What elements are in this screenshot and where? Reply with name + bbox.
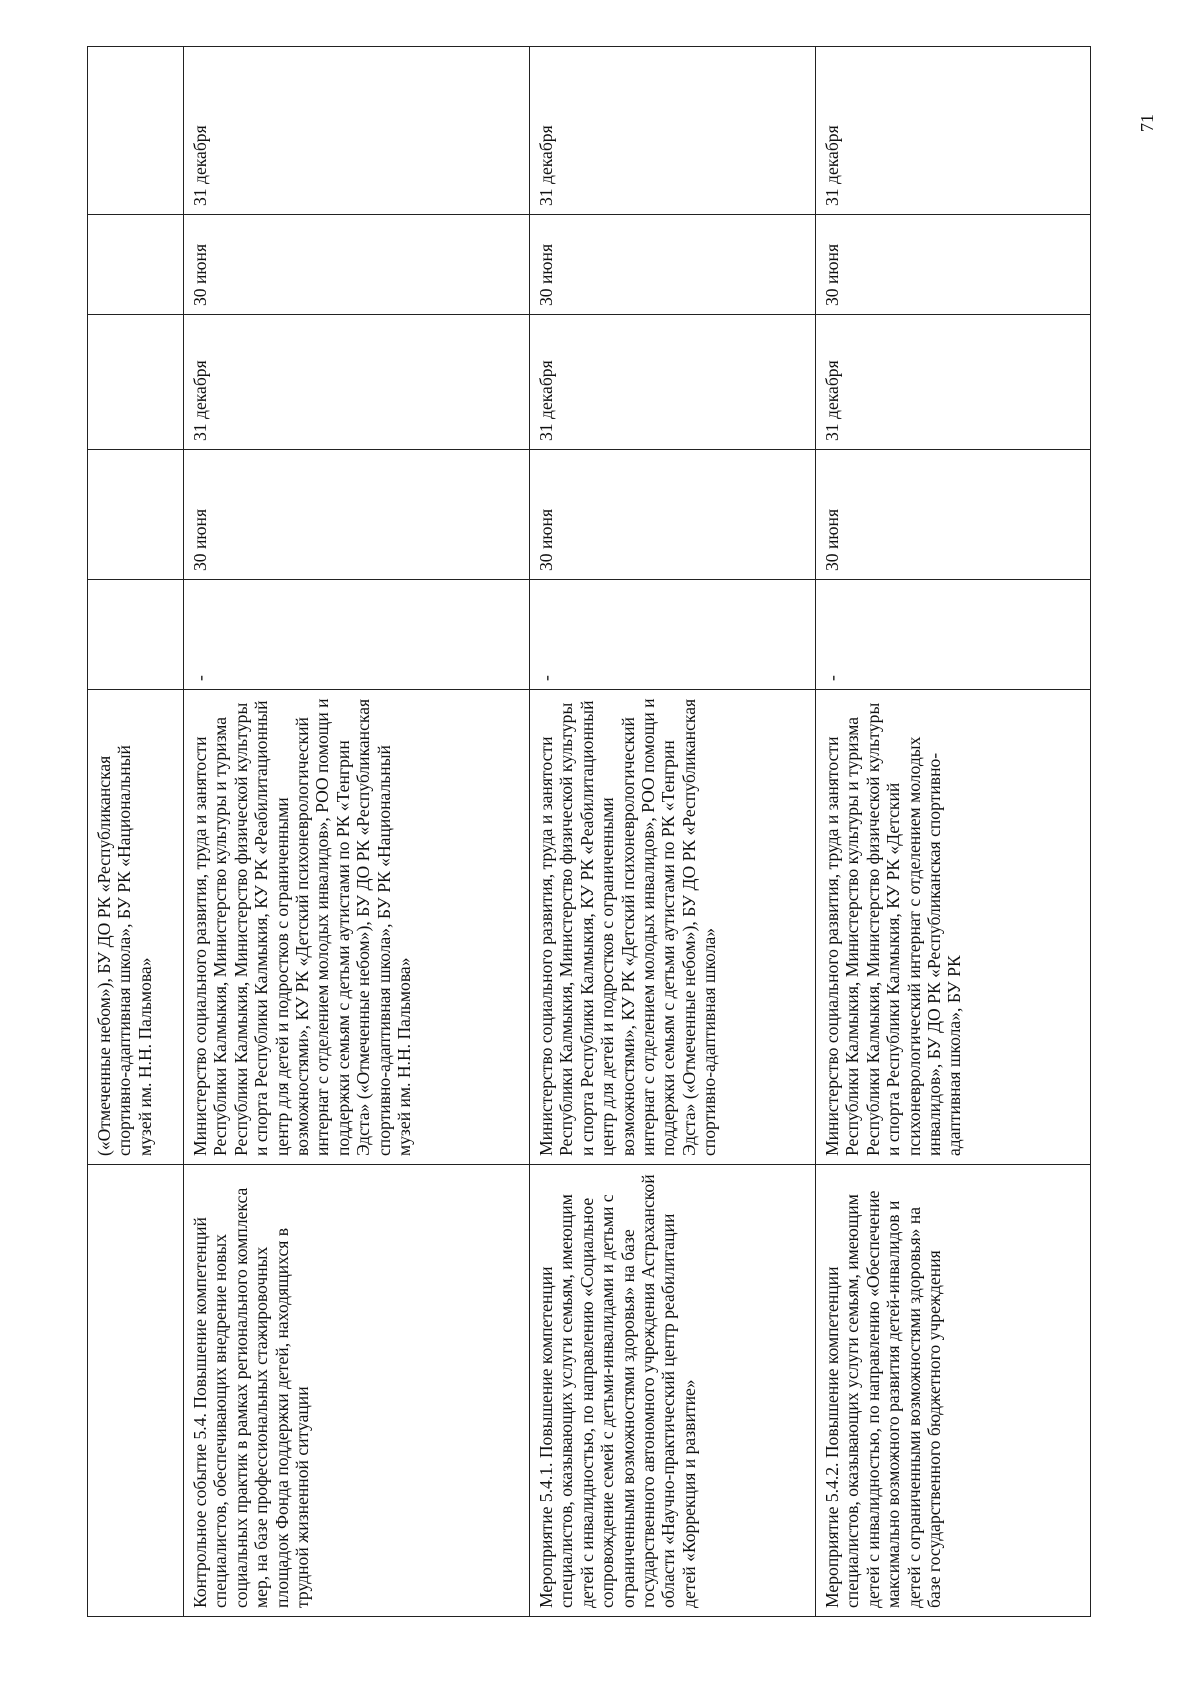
executors-cell: («Отмеченные небом»), БУ ДО РК «Республиканская спортивно-адаптивная школа», БУ РК «Национальный музей им. Н.Н. Пальмова» — [88, 690, 184, 1165]
date-cell-3: 30 июня — [530, 215, 816, 315]
date-cell-3: 30 июня — [816, 215, 1091, 315]
executors-cell: Министерство социального развития, труда и занятости Республики Калмыкия, Министерство физической культуры и спорта Республики Калмыкия, КУ РК «Реабилитационный центр для детей и подростков с ограниченными возможностями», КУ РК «Детский психоневрологический интернат с отделением молодых инвалидов», РОО помощи и поддержки семьям с детьми аутистами по РК «Тенгрин Эдста» («Отмеченные небом»), БУ ДО РК «Республиканская спортивно-адаптивная школа» — [530, 690, 816, 1165]
measure-name-cell — [88, 1165, 184, 1617]
measures-table — [87, 46, 1091, 1617]
rotated-table-sheet — [87, 47, 1090, 1617]
date-cell-4 — [88, 47, 184, 215]
date-cell-2 — [88, 315, 184, 450]
dash-cell: - — [816, 580, 1091, 690]
table-row — [816, 47, 1091, 1617]
date-cell-3 — [88, 215, 184, 315]
date-cell-4: 31 декабря — [184, 47, 530, 215]
date-cell-4: 31 декабря — [530, 47, 816, 215]
executors-cell: Министерство социального развития, труда и занятости Республики Калмыкия, Министерство культуры и туризма Республики Калмыкия, Министерство физической культуры и спорта Республики Калмыкия, КУ РК «Реабилитационный центр для детей и подростков с ограниченными возможностями», КУ РК «Детский психоневрологический интернат с отделением молодых инвалидов», РОО помощи и поддержки семьям с детьми аутистами по РК «Тенгрин Эдста» («Отмеченные небом»), БУ ДО РК «Республиканская спортивно-адаптивная школа», БУ РК «Национальный музей им. Н.Н. Пальмова» — [184, 690, 530, 1165]
date-cell-4: 31 декабря — [816, 47, 1091, 215]
measure-name-cell: Контрольное событие 5.4. Повышение компетенций специалистов, обеспечивающих внедрение новых социальных практик в рамках регионального комплекса мер, на базе профессиональных стажировочных площадок Фонда поддержки детей, находящихся в трудной жизненной ситуации — [184, 1165, 530, 1617]
dash-cell — [88, 580, 184, 690]
date-cell-3: 30 июня — [184, 215, 530, 315]
measure-name-cell: Мероприятие 5.4.2. Повышение компетенции специалистов, оказывающих услуги семьям, имеющим детей с инвалидностью, по направлению «Обеспечение максимально возможного развития детей-инвалидов и детей с ограниченными возможностями здоровья» на базе государственного бюджетного учреждения — [816, 1165, 1091, 1617]
table-row — [88, 47, 184, 1617]
date-cell-2: 31 декабря — [816, 315, 1091, 450]
executors-cell: Министерство социального развития, труда и занятости Республики Калмыкия, Министерство культуры и туризма Республики Калмыкия, Министерство физической культуры и спорта Республики Калмыкия, КУ РК «Детский психоневрологический интернат с отделением молодых инвалидов», БУ ДО РК «Республиканская спортивно-адаптивная школа», БУ РК — [816, 690, 1091, 1165]
dash-cell: - — [184, 580, 530, 690]
measure-name-cell: Мероприятие 5.4.1. Повышение компетенции специалистов, оказывающих услуги семьям, имеющим детей с инвалидностью, по направлению «Социальное сопровождение семей с детьми-инвалидами и детьми с ограниченными возможностями здоровья» на базе государственного автономного учреждения Астраханской области «Научно-практический центр реабилитации детей «Коррекция и развитие» — [530, 1165, 816, 1617]
date-cell-1: 30 июня — [816, 450, 1091, 580]
date-cell-1: 30 июня — [530, 450, 816, 580]
table-row — [530, 47, 816, 1617]
date-cell-1: 30 июня — [184, 450, 530, 580]
date-cell-1 — [88, 450, 184, 580]
date-cell-2: 31 декабря — [184, 315, 530, 450]
dash-cell: - — [530, 580, 816, 690]
page-number: 71 — [1137, 114, 1157, 132]
table-row — [184, 47, 530, 1617]
date-cell-2: 31 декабря — [530, 315, 816, 450]
